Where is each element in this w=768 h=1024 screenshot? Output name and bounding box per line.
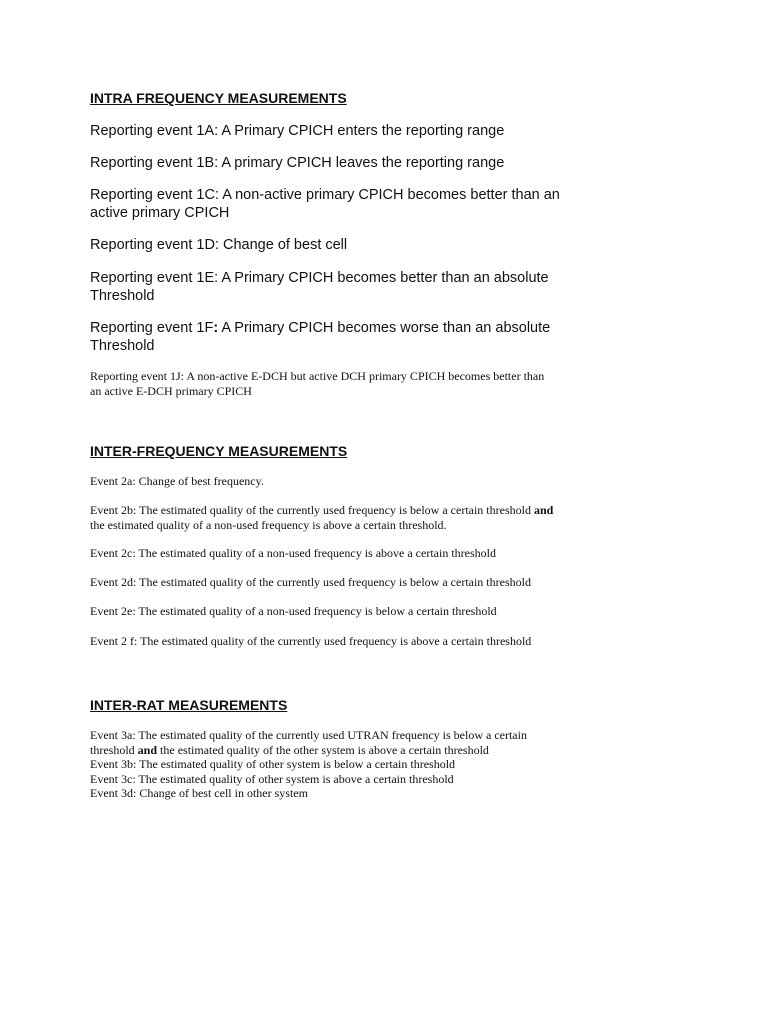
inter-rat-events [90, 728, 527, 801]
event-2f: Event 2 f: The estimated quality of the currently used frequency is above a certain threshold [90, 634, 532, 648]
event-2b-and: and [533, 503, 554, 517]
event-3a-and: and [137, 742, 158, 757]
event-3d: Event 3d: Change of best cell in other system [90, 786, 308, 800]
event-2b-text: Event 2b: The estimated quality of the currently used frequency is below a certain threshold [90, 503, 534, 517]
event-1e [90, 269, 549, 305]
event-2e: Event 2e: The estimated quality of a non-used frequency is below a certain threshold [90, 604, 497, 618]
event-3a-line-1: Event 3a: The estimated quality of the currently used UTRAN frequency is below a certain [90, 728, 527, 742]
event-1c-line-1: Reporting event 1C: A non-active primary CPICH becomes better than an [90, 187, 560, 203]
event-1f-line-1 [90, 319, 550, 337]
event-1e-line-1: Reporting event 1E: A Primary CPICH becomes better than an absolute [90, 270, 549, 286]
event-3c: Event 3c: The estimated quality of other system is above a certain threshold [90, 771, 454, 786]
event-1f [90, 319, 550, 355]
event-2b-line-1 [90, 503, 553, 518]
event-1c [90, 186, 560, 222]
event-1f-line-2: Threshold [90, 338, 155, 354]
event-1d: Reporting event 1D: Change of best cell [90, 237, 348, 253]
event-1a: Reporting event 1A: A Primary CPICH enters the reporting range [90, 123, 505, 139]
event-3b: Event 3b: The estimated quality of other system is below a certain threshold [90, 757, 456, 771]
event-1f-label: Reporting event 1F [90, 320, 214, 336]
event-1c-line-2: active primary CPICH [90, 205, 230, 221]
inter-frequency-heading: INTER-FREQUENCY MEASUREMENTS [90, 443, 348, 459]
event-2c: Event 2c: The estimated quality of a non-used frequency is above a certain threshold [90, 546, 496, 560]
event-2a: Event 2a: Change of best frequency. [90, 474, 264, 488]
event-1f-colon: : [213, 320, 219, 336]
event-1f-text: A Primary CPICH becomes worse than an absolute [218, 320, 551, 336]
event-1j [90, 369, 544, 398]
event-2d: Event 2d: The estimated quality of the currently used frequency is below a certain threshold [90, 575, 531, 589]
event-3a-line-2 [90, 743, 527, 758]
event-1e-line-2: Threshold [90, 288, 155, 304]
event-1j-line-2: an active E-DCH primary CPICH [90, 383, 252, 398]
event-1j-line-1: Reporting event 1J: A non-active E-DCH but active DCH primary CPICH becomes better than [90, 369, 545, 383]
inter-rat-heading: INTER-RAT MEASUREMENTS [90, 697, 288, 713]
event-2b [90, 503, 553, 532]
event-1b: Reporting event 1B: A primary CPICH leaves the reporting range [90, 155, 505, 171]
event-2b-line-2: the estimated quality of a non-used frequency is above a certain threshold. [90, 517, 447, 532]
intra-frequency-heading: INTRA FREQUENCY MEASUREMENTS [90, 90, 347, 106]
event-3a-text: the estimated quality of the other system is above a certain threshold [157, 742, 489, 757]
event-3a-threshold: threshold [90, 742, 138, 757]
